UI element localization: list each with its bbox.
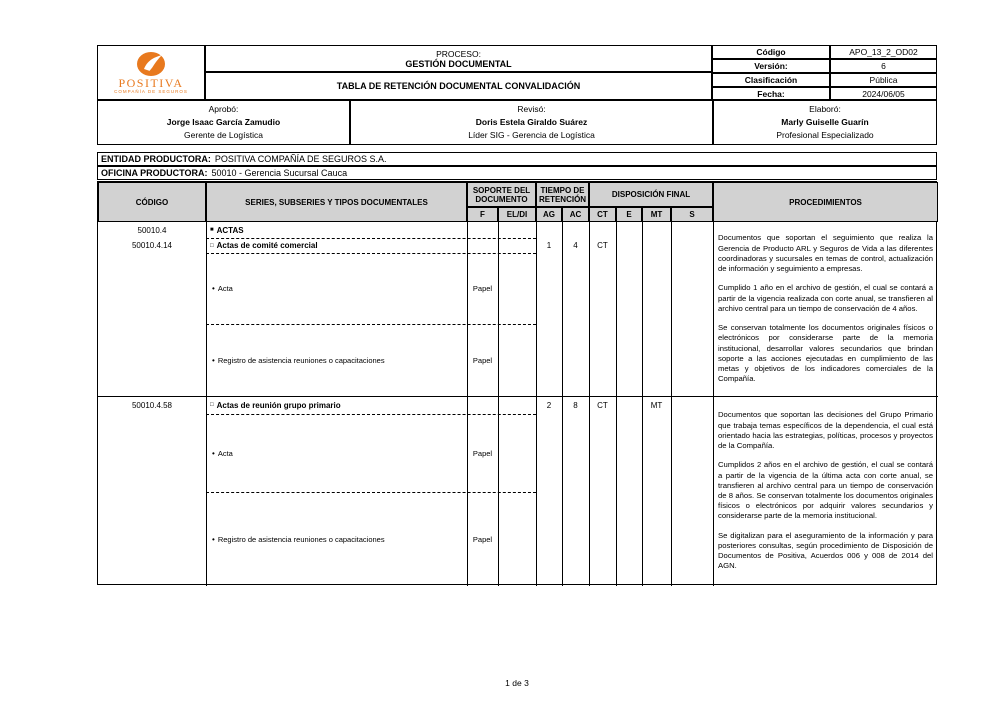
procedimiento-paragraph: Documentos que soportan el seguimiento que realiza la Gerencia de Producto ARL y Seguros de Vida a las diferentes coordinadoras y sucursales en temas de control, actualización de información y seguimiento a empresas. — [718, 233, 933, 274]
info-code-value: APO_13_2_OD02 — [830, 45, 937, 59]
info-class-label: Clasificación — [712, 73, 830, 87]
procedimiento-paragraph: Documentos que soportan las decisiones del Grupo Primario que trabaja temas específicos de la dependencia, el cual está orientado hacia las estrategias, políticas, procesos y proyectos de la Compañía. — [718, 410, 933, 451]
info-class-value: Pública — [830, 73, 937, 87]
tipo-row — [206, 492, 467, 586]
logo-cell — [97, 45, 205, 100]
disposicion-ct-value: CT — [597, 241, 608, 250]
procedimiento-paragraph: Se conservan totalmente los documentos originales físicos o electrónicos por considerarse parte de la memoria institucional, desarrollar valores secundarios que brindan soporte a las acciones ejecutadas en cumplimiento de las metas y objetivos de los indicadores comerciales de la Compañía. — [718, 323, 933, 384]
serie-row — [206, 222, 467, 238]
reviso-role: Revisó: — [517, 104, 546, 114]
tipo-soporte: Papel — [472, 284, 493, 293]
subserie-label: Actas de reunión grupo primario — [216, 400, 341, 410]
entidad-productora-label: ENTIDAD PRODUCTORA: — [101, 154, 211, 164]
serie-bullet-icon: ■ — [210, 227, 214, 233]
col-header-procedimientos: PROCEDIMIENTOS — [713, 182, 938, 222]
document-title: TABLA DE RETENCIÓN DOCUMENTAL CONVALIDACIÓN — [205, 72, 712, 100]
oficina-productora-value: 50010 - Gerencia Sucursal Cauca — [211, 168, 348, 178]
info-date-label: Fecha: — [712, 87, 830, 100]
disposicion-ct-value: CT — [597, 400, 608, 410]
process-name: GESTIÓN DOCUMENTAL — [405, 58, 512, 69]
gridline — [498, 222, 499, 586]
procedimiento-paragraph: Cumplidos 2 años en el archivo de gestión, el cual se contará a partir de la vigencia de la última acta con corte anual, se transfieren al archivo central para un tiempo de conservación de 8 años. Se conservan totalmente los documentos originales físicos o electrónicos por adquirir valores secundarios y considerarse parte de la memoria institucional. — [718, 460, 933, 521]
retencion-ac-value: 8 — [573, 400, 578, 410]
col-header-f: F — [467, 207, 498, 222]
col-header-tiempo: TIEMPO DE RETENCIÓN — [536, 182, 589, 207]
procedimiento-paragraph: Cumplido 1 año en el archivo de gestión, el cual se contará a partir de la vigencia realizada con corte anual, se transfieren al archivo central para un tiempo de conservación de 4 años. — [718, 283, 933, 313]
tipo-bullet-icon: • — [212, 534, 215, 544]
entidad-productora-row — [97, 152, 937, 166]
col-header-mt: MT — [642, 207, 671, 222]
tipo-soporte: Papel — [472, 534, 493, 544]
page-number: 1 de 3 — [505, 678, 529, 688]
tipo-row — [206, 414, 467, 492]
tipo-soporte: Papel — [472, 448, 493, 458]
subserie-bullet-icon: □ — [210, 402, 214, 408]
tipo-label: Acta — [217, 284, 233, 293]
elaboro-name: Marly Guiselle Guarín — [781, 117, 869, 127]
positiva-logo-icon — [134, 51, 168, 77]
logo-tagline-text: COMPAÑÍA DE SEGUROS — [114, 88, 188, 94]
subserie-row — [206, 238, 467, 253]
aprobo-title: Gerente de Logística — [184, 130, 263, 140]
col-header-disposicion: DISPOSICIÓN FINAL — [589, 182, 713, 207]
tipo-row — [206, 324, 467, 396]
retencion-ac-value: 4 — [573, 241, 578, 250]
entidad-productora-value: POSITIVA COMPAÑÍA DE SEGUROS S.A. — [214, 154, 387, 164]
gridline — [671, 222, 672, 586]
tipo-bullet-icon: • — [212, 448, 215, 458]
tipo-soporte: Papel — [472, 355, 493, 365]
procedimientos-text — [713, 396, 938, 586]
subserie-bullet-icon: □ — [210, 242, 214, 249]
subserie-code: 50010.4.14 — [131, 241, 173, 250]
document-header — [97, 45, 937, 145]
positiva-logo — [98, 46, 204, 99]
approval-aprobo — [97, 100, 350, 145]
retencion-ag-value: 2 — [546, 400, 552, 410]
approval-reviso — [350, 100, 713, 145]
tipo-row — [206, 253, 467, 324]
subserie-label: Actas de comité comercial — [216, 241, 318, 250]
col-header-ct: CT — [589, 207, 616, 222]
retencion-ag-value: 1 — [546, 241, 552, 250]
approval-elaboro — [713, 100, 937, 145]
process-cell — [205, 45, 712, 72]
info-version-label: Versión: — [712, 59, 830, 73]
serie-label: ACTAS — [216, 225, 244, 235]
tipo-label: Registro de asistencia reuniones o capacitaciones — [217, 534, 385, 544]
elaboro-title: Profesional Especializado — [776, 130, 874, 140]
elaboro-role: Elaboró: — [809, 104, 841, 114]
col-header-s: S — [671, 207, 713, 222]
gridline — [616, 222, 617, 586]
col-header-series: SERIES, SUBSERIES Y TIPOS DOCUMENTALES — [206, 182, 467, 222]
retention-table — [97, 181, 937, 585]
procedimiento-paragraph: Se digitalizan para el aseguramiento de la información y para posteriores consultas, según procedimiento de Disposición de Documentos de Positiva, Acuerdos 006 y 008 de 2014 del AGN. — [718, 530, 933, 571]
reviso-name: Doris Estela Giraldo Suárez — [475, 117, 588, 127]
subserie-code: 50010.4.58 — [131, 400, 173, 410]
reviso-title: Líder SIG - Gerencia de Logística — [468, 130, 595, 140]
logo-brand-text: POSITIVA — [118, 75, 184, 90]
info-code-label: Código — [712, 45, 830, 59]
procedimientos-text — [713, 222, 938, 396]
info-date-value: 2024/06/05 — [830, 87, 937, 100]
info-version-value: 6 — [830, 59, 937, 73]
disposicion-mt-value: MT — [650, 400, 663, 410]
subserie-row — [206, 396, 467, 414]
col-header-ac: AC — [562, 207, 589, 222]
serie-code: 50010.4 — [137, 225, 167, 235]
oficina-productora-row — [97, 166, 937, 180]
tipo-label: Acta — [217, 448, 233, 458]
process-label: PROCESO: — [436, 48, 481, 59]
tipo-bullet-icon: • — [212, 355, 215, 365]
aprobo-name: Jorge Isaac García Zamudio — [166, 117, 281, 127]
tipo-label: Registro de asistencia reuniones o capacitaciones — [217, 355, 385, 365]
aprobo-role: Aprobó: — [208, 104, 239, 114]
col-header-eldi: EL/DI — [498, 207, 536, 222]
col-header-soporte: SOPORTE DEL DOCUMENTO — [467, 182, 536, 207]
tipo-bullet-icon: • — [212, 284, 215, 293]
col-header-ag: AG — [536, 207, 562, 222]
col-header-e: E — [616, 207, 642, 222]
col-header-codigo: CÓDIGO — [98, 182, 206, 222]
oficina-productora-label: OFICINA PRODUCTORA: — [101, 168, 208, 178]
